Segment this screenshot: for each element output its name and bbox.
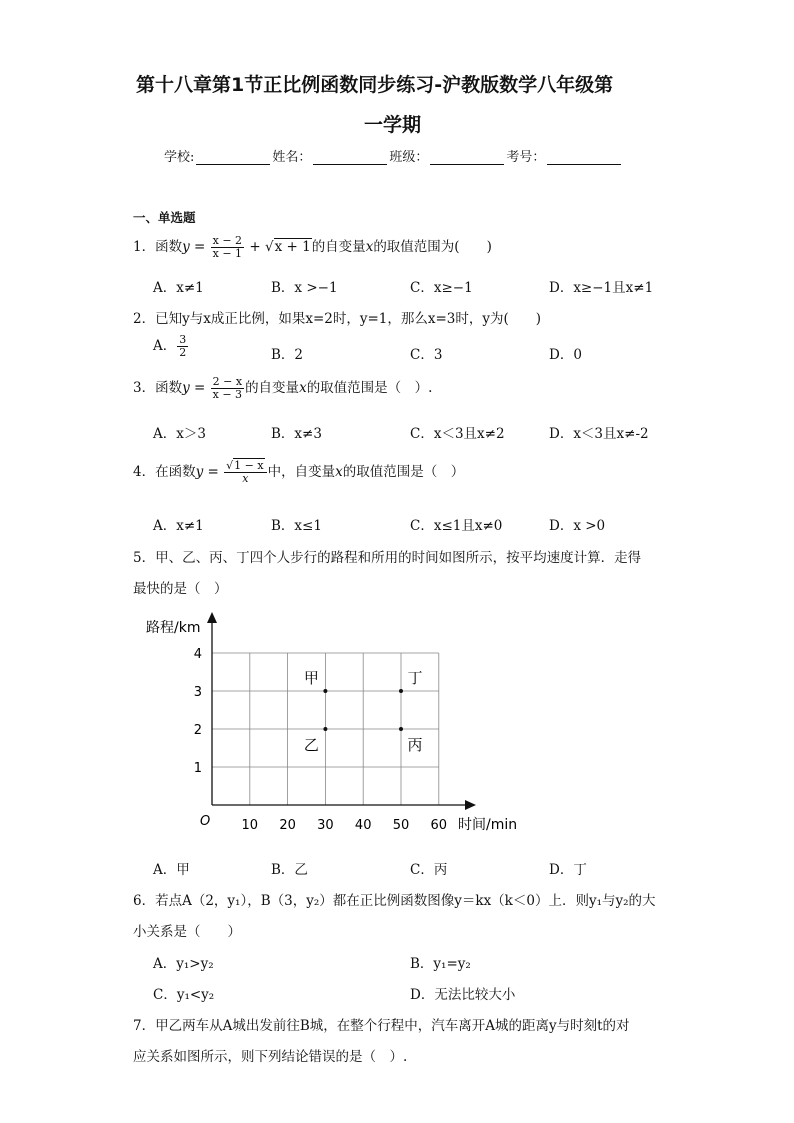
q1-text-pre: 函数 [155, 239, 183, 255]
q4-option-d: D．x >0 [549, 518, 606, 534]
data-point [323, 727, 327, 731]
x-tick-label: 10 [241, 818, 259, 833]
page-title-line2: 一学期 [364, 114, 422, 136]
q1-option-d: D．x≥−1且x≠1 [549, 280, 654, 296]
school-label: 学校: [164, 150, 195, 165]
question-1 [133, 235, 492, 260]
q2-option-a-label: A． [153, 338, 177, 354]
q1-var-y: y [182, 239, 190, 255]
q4-text-post: 中，自变量 [267, 464, 336, 480]
q1-eq: = [189, 239, 210, 255]
x-tick-label: 20 [279, 818, 296, 833]
name-label: 姓名： [272, 150, 312, 165]
x-tick-label: 30 [317, 818, 334, 833]
q4-var-x: x [335, 464, 343, 480]
q2-option-b: B．2 [271, 347, 304, 363]
sqrt-icon: √ [264, 239, 274, 255]
q4-option-a: A．x≠1 [153, 518, 204, 534]
q3-text-pre: 函数 [155, 380, 183, 396]
data-point-label: 甲 [303, 669, 319, 687]
q6-option-a: A．y₁>y₂ [153, 956, 214, 972]
q3-option-b: B．x≠3 [271, 426, 322, 442]
q1-option-a: A．x≠1 [153, 280, 204, 296]
q4-option-c: C．x≤1且x≠0 [410, 518, 503, 534]
page-title-line1: 第十八章第1节正比例函数同步练习-沪教版数学八年级第 [136, 74, 614, 96]
origin-label: O [200, 814, 211, 829]
q3-frac-num: 2 − x [212, 375, 243, 388]
q5-option-a: A．甲 [153, 862, 190, 878]
x-tick-label: 50 [392, 818, 410, 833]
q4-option-b: B．x≤1 [271, 518, 322, 534]
name-blank [313, 152, 387, 165]
sqrt-icon: √ [226, 459, 234, 472]
q3-var-x: x [299, 380, 307, 396]
question-5-line1: 5．甲、乙、丙、丁四个人步行的路程和所用的时间如图所示，按平均速度计算．走得 [133, 550, 642, 566]
section-title-single-choice: 一、单选题 [133, 210, 196, 225]
data-point-label: 丙 [407, 736, 423, 754]
q3-frac-den: x − 3 [212, 388, 243, 401]
q3-fraction [211, 376, 244, 401]
q1-option-b: B．x >−1 [271, 280, 338, 296]
student-info-line [164, 146, 623, 165]
y-tick-label: 1 [193, 761, 202, 776]
question-7-line2: 应关系如图所示，则下列结论错误的是（ ）. [133, 1049, 408, 1065]
q4-eq: = [203, 464, 224, 480]
q5-option-b: B．乙 [271, 862, 308, 878]
q2-option-a [153, 334, 189, 359]
x-axis-label: 时间/min [458, 817, 518, 833]
data-point [399, 689, 403, 693]
q4-sqrt-content: 1 − x [234, 459, 264, 472]
y-tick-label: 4 [193, 647, 202, 662]
q4-text-post2: 的取值范围是（ ） [342, 464, 465, 480]
q1-frac-num: x − 2 [212, 234, 243, 247]
q2-option-d: D．0 [549, 347, 582, 363]
q4-var-y: y [195, 464, 204, 480]
y-tick-label: 3 [193, 685, 202, 700]
q3-var-y: y [182, 380, 190, 396]
q1-text-post: 的自变量 [311, 239, 366, 255]
x-tick-label: 40 [354, 818, 372, 833]
x-axis-arrow-icon [465, 800, 476, 810]
q4-den-var: x [242, 472, 249, 485]
class-label: 班级： [389, 150, 429, 165]
data-point [399, 727, 403, 731]
q1-plus: + [245, 239, 265, 255]
q1-fraction [211, 235, 244, 260]
class-blank [430, 152, 504, 165]
q4-text-pre: 在函数 [155, 464, 196, 480]
q6-option-c: C．y₁<y₂ [153, 987, 215, 1003]
q1-option-c: C．x≥−1 [410, 280, 473, 296]
question-2: 2．已知y与x成正比例，如果x=2时，y=1，那么x=3时，y为( ) [133, 311, 542, 327]
q2-option-c: C．3 [410, 347, 443, 363]
q3-text-post: 的自变量 [245, 380, 300, 396]
y-axis-arrow-icon [207, 612, 217, 623]
q3-option-a: A．x＞3 [153, 426, 206, 442]
q4-number: 4． [133, 464, 156, 480]
q1-number: 1． [133, 239, 156, 255]
q5-option-d: D．丁 [549, 862, 587, 878]
data-point-label: 丁 [407, 669, 423, 687]
q4-fraction [224, 460, 266, 485]
q1-var-x: x [365, 239, 374, 255]
q1-frac-den: x − 1 [212, 247, 243, 260]
q3-number: 3． [133, 380, 156, 396]
q5-distance-time-chart [130, 610, 530, 840]
q2-option-a-fraction [177, 334, 188, 359]
number-blank [547, 152, 621, 165]
question-6-line2: 小关系是（ ） [133, 924, 241, 940]
q1-sqrt-content: x + 1 [274, 239, 311, 255]
question-6-line1: 6．若点A（2，y₁），B（3，y₂）都在正比例函数图像y＝kx（k＜0）上．则y₁与y₂的大 [133, 893, 656, 909]
data-point-label: 乙 [303, 736, 319, 754]
y-tick-label: 2 [193, 723, 202, 738]
q6-option-d: D．无法比较大小 [410, 987, 516, 1003]
q3-eq: = [189, 380, 210, 396]
q5-option-c: C．丙 [410, 862, 448, 878]
q4-frac-den [224, 473, 266, 485]
question-4 [133, 460, 464, 485]
number-label: 考号： [506, 150, 546, 165]
x-tick-label: 60 [430, 818, 448, 833]
q1-text-post2: 的取值范围为( ) [373, 239, 492, 255]
y-axis-label: 路程/km [146, 620, 201, 636]
q2-a-num: 3 [179, 333, 187, 346]
question-7-line1: 7．甲乙两车从A城出发前往B城，在整个行程中，汽车离开A城的距离y与时刻t的对 [133, 1018, 630, 1034]
q3-text-post2: 的取值范围是（ ）. [306, 380, 433, 396]
school-blank [196, 152, 270, 165]
q6-option-b: B．y₁=y₂ [410, 956, 471, 972]
q2-a-den: 2 [179, 346, 187, 359]
q3-option-d: D．x＜3且x≠-2 [549, 426, 649, 442]
q3-option-c: C．x＜3且x≠2 [410, 426, 505, 442]
data-point [323, 689, 327, 693]
question-5-line2: 最快的是（ ） [133, 581, 228, 597]
question-3 [133, 376, 432, 401]
